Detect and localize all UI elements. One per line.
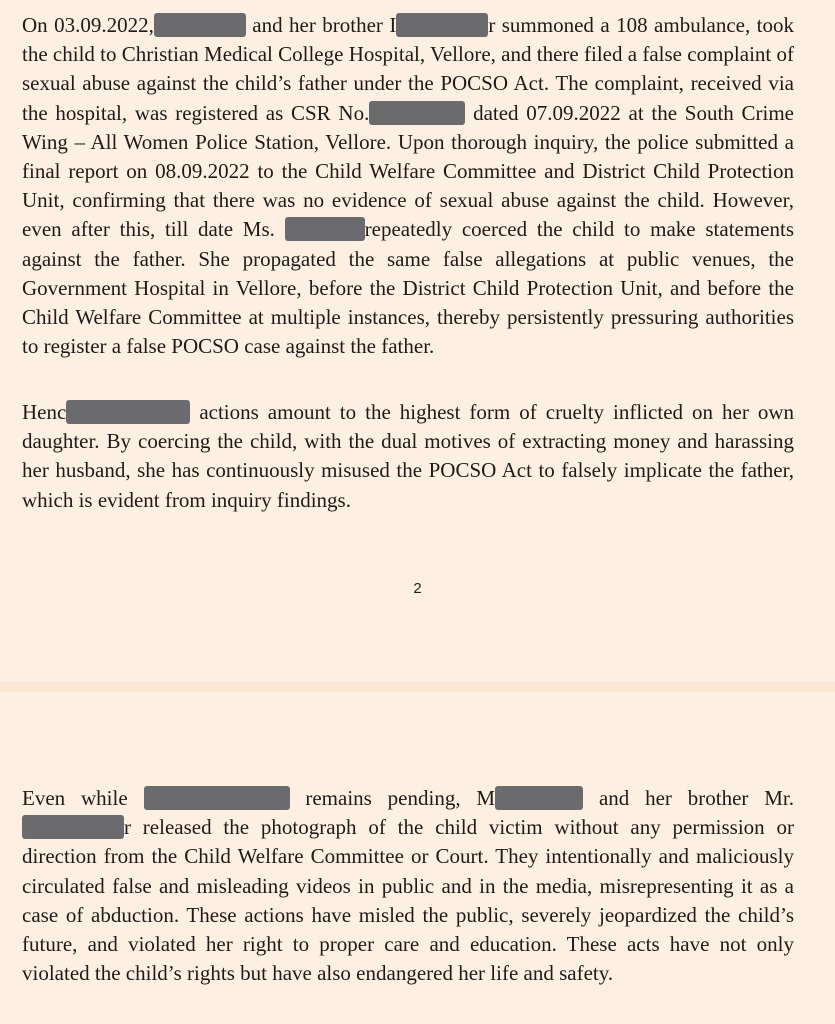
text-segment: and her brother I xyxy=(252,13,397,37)
paragraph-photograph-release xyxy=(22,784,794,988)
redaction-block xyxy=(144,786,290,810)
redaction-block xyxy=(396,13,488,37)
document-page-bottom xyxy=(0,692,835,1024)
text-segment: remains pending, M xyxy=(305,786,496,810)
text-segment: actions amount to the highest form of cruelty inflicted on her own daughter. By coercing the child, with the dual motives of extracting money and harassing her husband, she has continuously misused the POCSO Act to falsely implicate the father, which is evident from inquiry findings. xyxy=(22,400,794,512)
page-number: 2 xyxy=(413,580,422,597)
redaction-block xyxy=(495,786,583,810)
text-segment: On 03.09.2022, xyxy=(22,13,154,37)
redaction-block xyxy=(285,217,365,241)
text-segment: and her brother Mr. xyxy=(598,786,794,810)
text-segment: r summoned a 108 ambulance, took the child to Christian Medical College Hospital, Vellore, and there filed a false complaint of sexual abuse against the child’s father under the POCSO Act. The complaint, received via the hospital, was registered as CSR No. xyxy=(22,13,794,125)
redaction-block xyxy=(369,101,465,125)
paragraph-ambulance-complaint xyxy=(22,11,794,361)
text-segment: Even while xyxy=(22,786,128,810)
redaction-block xyxy=(22,815,124,839)
text-segment: Henc xyxy=(22,400,67,424)
text-segment: dated 07.09.2022 at the South Crime Wing – All Women Police Station, Vellore. Upon thorough inquiry, the police submitted a final report on 08.09.2022 to the Child Welfare Committee and District Child Protection Unit, confirming that there was no evidence of sexual abuse against the child. However, even after this, till date Ms. xyxy=(22,100,794,242)
page-separator xyxy=(0,682,835,692)
paragraph-cruelty xyxy=(22,398,794,515)
redaction-block xyxy=(66,400,190,424)
text-segment: repeatedly coerced the child to make statements against the father. She propagated the same false allegations at public venues, the Government Hospital in Vellore, before the District Child Protection Unit, and before the Child Welfare Committee at multiple instances, thereby persistently pressuring authorities to register a false POCSO case against the father. xyxy=(22,217,795,359)
redaction-block xyxy=(154,13,246,37)
text-segment: r released the photograph of the child victim without any permission or direction from the Child Welfare Committee or Court. They intentionally and maliciously circulated false and misleading videos in public and in the media, misrepresenting it as a case of abduction. These actions have misled the public, severely jeopardized the child’s future, and violated her right to proper care and education. These acts have not only violated the child’s rights but have also endangered her life and safety. xyxy=(22,815,794,986)
